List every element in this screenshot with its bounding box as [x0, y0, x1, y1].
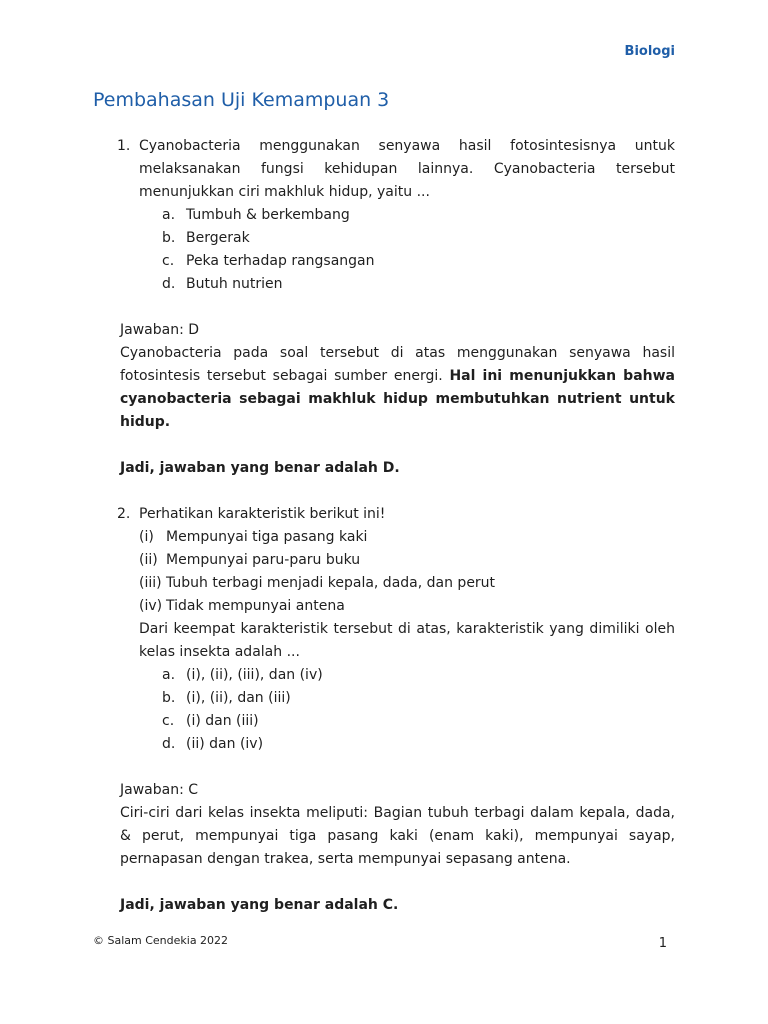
page-number: 1 [658, 936, 667, 951]
option-text: Butuh nutrien [186, 276, 283, 292]
option-letter: a. [162, 667, 176, 683]
answer-label: Jawaban: D [120, 322, 200, 338]
statement-label: (iii) [139, 575, 162, 591]
statement-text: Mempunyai tiga pasang kaki [166, 529, 368, 545]
statement-label: (i) [139, 529, 154, 545]
option-b [139, 227, 675, 250]
option-b [139, 687, 675, 710]
option-letter: c. [162, 253, 175, 269]
statement-i [139, 526, 675, 549]
option-text: (i) dan (iii) [186, 713, 259, 729]
option-d [139, 273, 675, 296]
statement-ii [139, 549, 675, 572]
option-a [139, 204, 675, 227]
option-a [139, 664, 675, 687]
option-letter: d. [162, 276, 176, 292]
question-number: 2. [117, 506, 131, 522]
option-text: Peka terhadap rangsangan [186, 253, 375, 269]
option-letter: c. [162, 713, 175, 729]
page-title: Pembahasan Uji Kemampuan 3 [93, 89, 390, 111]
footer-copyright: © Salam Cendekia 2022 [93, 934, 229, 947]
option-text: (i), (ii), (iii), dan (iv) [186, 667, 323, 683]
option-text: (i), (ii), dan (iii) [186, 690, 291, 706]
option-c [139, 710, 675, 733]
question-text: Dari keempat karakteristik tersebut di atas, karakteristik yang dimiliki oleh kelas insekta adalah ... [139, 621, 675, 660]
option-text: Bergerak [186, 230, 250, 246]
option-letter: b. [162, 230, 176, 246]
statement-text: Mempunyai paru-paru buku [166, 552, 361, 568]
question-number: 1. [117, 138, 131, 154]
explanation [120, 342, 675, 434]
explanation-highlight: Hal ini menunjukkan bahwa cyanobacteria sebagai makhluk hidup membutuhkan nutrient untuk hidup. [120, 368, 676, 430]
statement-iv [139, 595, 675, 618]
option-d [139, 733, 675, 756]
conclusion: Jadi, jawaban yang benar adalah D. [120, 460, 400, 476]
question-intro: Perhatikan karakteristik berikut ini! [139, 506, 386, 522]
option-text: (ii) dan (iv) [186, 736, 264, 752]
option-c [139, 250, 675, 273]
header-subject: Biologi [624, 44, 675, 59]
conclusion: Jadi, jawaban yang benar adalah C. [120, 897, 399, 913]
question-1 [117, 135, 675, 296]
statement-text: Tidak mempunyai antena [166, 598, 345, 614]
statement-text: Tubuh terbagi menjadi kepala, dada, dan perut [166, 575, 496, 591]
question-text: Cyanobacteria menggunakan senyawa hasil fotosintesisnya untuk melaksanakan fungsi kehidupan lainnya. Cyanobacteria tersebut menunjukkan ciri makhluk hidup, yaitu ... [139, 138, 675, 200]
option-letter: d. [162, 736, 176, 752]
option-text: Tumbuh & berkembang [186, 207, 350, 223]
statement-label: (iv) [139, 598, 163, 614]
document-content [117, 135, 676, 917]
statement-iii [139, 572, 675, 595]
question-2 [117, 503, 675, 756]
answer-label: Jawaban: C [120, 782, 199, 798]
option-letter: a. [162, 207, 176, 223]
option-letter: b. [162, 690, 176, 706]
statement-label: (ii) [139, 552, 158, 568]
explanation-text: Cyanobacteria pada soal tersebut di atas menggunakan senyawa hasil fotosintesis tersebut sebagai sumber energi. [120, 345, 675, 384]
explanation: Ciri-ciri dari kelas insekta meliputi: Bagian tubuh terbagi dalam kepala, dada, & perut, mempunyai tiga pasang kaki (enam kaki), mempunyai sayap, pernapasan dengan trakea, serta mempunyai sepasang antena. [120, 805, 675, 867]
